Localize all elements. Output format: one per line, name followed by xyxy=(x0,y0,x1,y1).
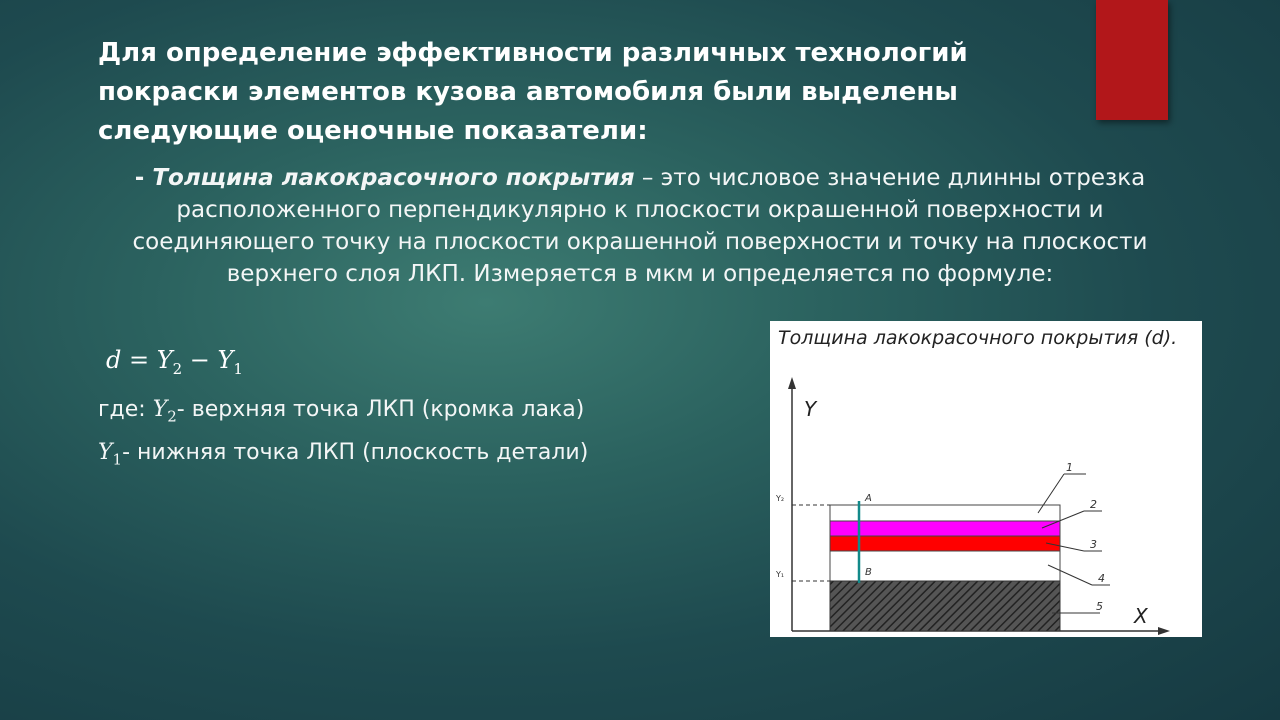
y1-text: - нижняя точка ЛКП (плоскость детали) xyxy=(122,440,589,465)
formula-lhs: d xyxy=(106,346,122,374)
thickness-formula xyxy=(106,346,243,378)
y-axis-arrow xyxy=(788,377,796,389)
definition-term: Толщина лакокрасочного покрытия xyxy=(152,165,635,191)
y2-tick-label: Y₂ xyxy=(776,494,785,503)
definition-paragraph xyxy=(90,162,1190,290)
definition-text: – это числовое значение длинны отрезка расположенного перпендикулярно к плоскости окрашенной поверхности и соединяющего точку на плоскости окрашенной поверхности и точку на плоскости верхнего слоя ЛКП. Измеряется в мкм и определяется по формуле: xyxy=(132,165,1148,287)
y1-var: Y xyxy=(98,440,113,465)
layer-label-1: 1 xyxy=(1066,461,1073,474)
y-axis-label: Y xyxy=(804,397,817,421)
layer-label-5: 5 xyxy=(1096,600,1103,613)
point-b-label: B xyxy=(865,567,872,578)
where-prefix: где: xyxy=(98,397,153,422)
formula-y2-sub: 2 xyxy=(172,359,183,378)
where-y2-line xyxy=(98,397,584,425)
x-axis-label: X xyxy=(1134,604,1148,628)
where-text: - верхняя точка ЛКП (кромка лака) xyxy=(176,397,585,422)
where-var-sub: 2 xyxy=(167,407,177,426)
figure-diagram xyxy=(770,321,1202,637)
layer-3 xyxy=(830,536,1060,551)
accent-block xyxy=(1096,0,1168,120)
point-a-label: A xyxy=(865,493,872,504)
slide-title: Для определение эффективности различных технологий покраски элементов кузова автомобиля были выделены следующие оценочные показатели: xyxy=(98,38,968,146)
layer-label-4: 4 xyxy=(1098,572,1105,585)
coating-thickness-figure xyxy=(770,321,1202,637)
formula-y2: Y xyxy=(156,346,173,374)
y1-var-sub: 1 xyxy=(112,450,123,469)
layer-5-substrate xyxy=(830,581,1060,631)
formula-minus: − xyxy=(182,346,218,374)
formula-y1: Y xyxy=(217,346,234,374)
layer-2 xyxy=(830,521,1060,536)
y1-description-line xyxy=(98,440,588,468)
figure-title: Толщина лакокрасочного покрытия (d). xyxy=(778,327,1178,349)
layer-label-2: 2 xyxy=(1090,498,1097,511)
formula-equals: = xyxy=(121,346,157,374)
formula-y1-sub: 1 xyxy=(233,359,243,378)
layer-label-3: 3 xyxy=(1090,538,1097,551)
y1-tick-label: Y₁ xyxy=(776,570,785,579)
layer-1 xyxy=(830,505,1060,521)
x-axis-arrow xyxy=(1158,627,1170,635)
definition-lead: - xyxy=(134,165,153,191)
where-var: Y xyxy=(152,397,168,422)
